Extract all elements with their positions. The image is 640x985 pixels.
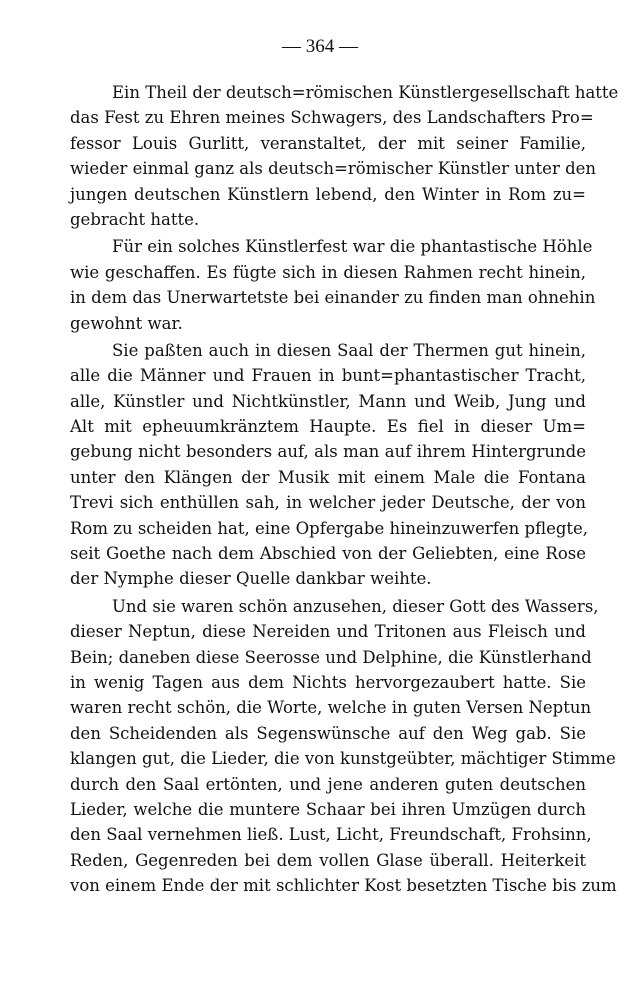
paragraph (70, 80, 619, 232)
paragraph (70, 338, 589, 592)
text-line: Alt mit epheuumkränztem Haupte. Es fiel in dieser Um= (70, 417, 586, 437)
text-line: gebung nicht besonders auf, als man auf ihrem Hintergrunde (70, 442, 586, 462)
text-line: wie geschaffen. Es fügte sich in diesen Rahmen recht hinein, (70, 262, 586, 282)
text-line: durch den Saal ertönten, und jene anderen guten deutschen (70, 774, 586, 794)
text-line: Lieder, welche die muntere Schaar bei ihren Umzügen durch (70, 799, 586, 819)
text-line: von einem Ende der mit schlichter Kost besetzten Tische bis zum (70, 876, 617, 896)
text-line: der Nymphe dieser Quelle dankbar weihte. (70, 569, 432, 589)
text-line: alle die Männer und Frauen in bunt=phantastischer Tracht, (70, 366, 586, 386)
text-line: Und sie waren schön anzusehen, dieser Gott des Wassers, (112, 596, 599, 616)
text-line: jungen deutschen Künstlern lebend, den Winter in Rom zu= (70, 184, 586, 204)
text-line: Sie paßten auch in diesen Saal der Thermen gut hinein, (112, 340, 586, 360)
text-line: klangen gut, die Lieder, die von kunstgeübter, mächtiger Stimme (70, 749, 616, 769)
text-line: waren recht schön, die Worte, welche in guten Versen Neptun (70, 698, 592, 718)
paragraph (70, 594, 617, 899)
text-line: unter den Klängen der Musik mit einem Male die Fontana (70, 467, 586, 487)
page-number: — 364 — (282, 36, 358, 57)
text-line: Bein; daneben diese Seerosse und Delphine, die Künstlerhand (70, 647, 592, 667)
text-line: Für ein solches Künstlerfest war die phantastische Höhle (112, 237, 593, 257)
text-line: Trevi sich enthüllen sah, in welcher jeder Deutsche, der von (70, 493, 586, 513)
paragraph (70, 234, 596, 336)
text-line: in wenig Tagen aus dem Nichts hervorgezaubert hatte. Sie (70, 672, 586, 692)
text-line: das Fest zu Ehren meines Schwagers, des Landschafters Pro= (70, 108, 594, 128)
text-line: wieder einmal ganz als deutsch=römischer Künstler unter den (70, 159, 597, 179)
text-line: Rom zu scheiden hat, eine Opfergabe hineinzuwerfen pflegte, (70, 518, 589, 538)
text-line: den Saal vernehmen ließ. Lust, Licht, Freundschaft, Frohsinn, (70, 825, 592, 845)
text-line: gewohnt war. (70, 313, 183, 333)
text-line: fessor Louis Gurlitt, veranstaltet, der mit seiner Familie, (70, 133, 586, 153)
text-line: gebracht hatte. (70, 209, 200, 229)
text-line: in dem das Unerwartetste bei einander zu finden man ohnehin (70, 288, 596, 308)
body-text (70, 80, 619, 901)
text-line: Ein Theil der deutsch=römischen Künstlergesellschaft hatte (112, 83, 619, 102)
text-line: dieser Neptun, diese Nereiden und Tritonen aus Fleisch und (70, 622, 586, 642)
text-line: Reden, Gegenreden bei dem vollen Glase überall. Heiterkeit (70, 850, 586, 870)
text-line: den Scheidenden als Segenswünsche auf den Weg gab. Sie (70, 723, 586, 743)
text-line: alle, Künstler und Nichtkünstler, Mann und Weib, Jung und (70, 391, 586, 411)
text-line: seit Goethe nach dem Abschied von der Geliebten, eine Rose (70, 544, 586, 564)
